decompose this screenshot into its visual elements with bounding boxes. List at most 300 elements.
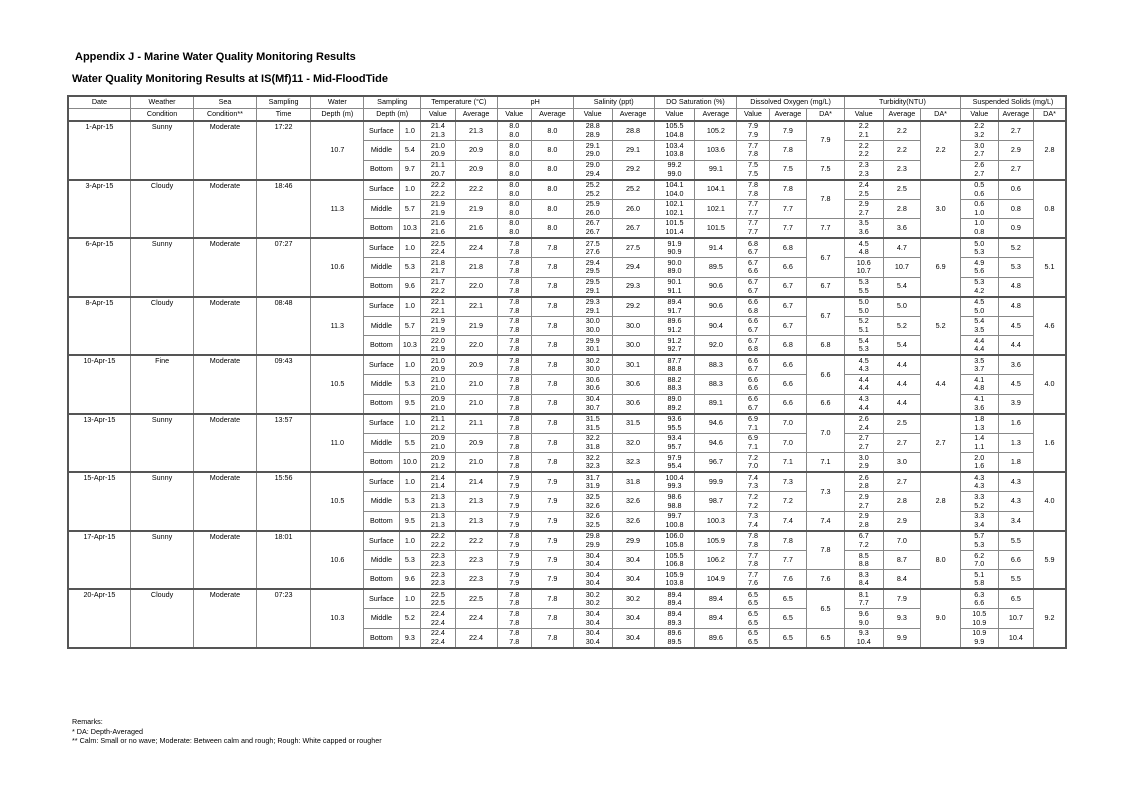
salinity-value-reading: 29.1 (585, 140, 600, 150)
ss-value-reading: 3.0 (974, 140, 985, 150)
turbidity-da-cell: 4.4 (921, 355, 961, 414)
col-sampling-depth: Sampling (364, 96, 421, 109)
col-value: Value (497, 109, 531, 122)
ph-value-reading: 7.9 (509, 519, 520, 529)
do-saturation-average: 105.9 (695, 531, 737, 551)
do-value-reading: 6.8 (747, 238, 758, 248)
do-saturation-value (654, 511, 695, 531)
turbidity-value-reading: 8.1 (858, 589, 869, 599)
ss-value-reading: 0.5 (974, 179, 985, 189)
ph-value-reading: 7.9 (509, 578, 520, 588)
salinity-value (573, 199, 612, 219)
ss-average: 4.3 (998, 472, 1033, 492)
do-saturation-value (654, 121, 695, 141)
salinity-value-reading: 30.0 (585, 316, 600, 326)
salinity-value (573, 141, 612, 161)
temperature-average: 20.9 (455, 160, 497, 180)
turbidity-average: 8.7 (883, 550, 921, 570)
turbidity-average: 5.0 (883, 297, 921, 317)
do-saturation-value-reading: 93.4 (667, 433, 682, 443)
ss-value (960, 511, 998, 531)
turbidity-average: 2.2 (883, 141, 921, 161)
turbidity-average: 10.7 (883, 258, 921, 278)
do-saturation-average: 96.7 (695, 453, 737, 473)
ss-value (960, 355, 998, 375)
remarks (72, 717, 382, 746)
ph-average: 7.9 (531, 472, 573, 492)
ph-value-reading: 7.8 (509, 422, 520, 432)
do-da-bottom-cell: 7.4 (807, 511, 845, 531)
do-saturation-value (654, 492, 695, 512)
ss-value (960, 180, 998, 200)
do-saturation-value-reading: 91.2 (667, 324, 682, 334)
turbidity-value (844, 199, 883, 219)
do-saturation-value-reading: 89.2 (667, 402, 682, 412)
ph-average: 8.0 (531, 160, 573, 180)
ss-average: 5.2 (998, 238, 1033, 258)
sampling-depth-cell: 5.4 (399, 141, 421, 161)
temperature-value (421, 394, 455, 414)
temperature-value-reading: 21.9 (430, 324, 445, 334)
salinity-value-reading: 30.4 (585, 559, 600, 569)
ph-value-reading: 7.8 (509, 324, 520, 334)
do-value (737, 121, 769, 141)
ss-value-reading: 1.8 (974, 414, 985, 424)
do-da-cell: 7.8 (807, 531, 845, 570)
ss-value-reading: 5.0 (974, 305, 985, 315)
col-dissolved-oxygen: Dissolved Oxygen (mg/L) (737, 96, 845, 109)
turbidity-value-reading: 5.5 (858, 285, 869, 295)
ss-value (960, 121, 998, 141)
ss-value-reading: 3.4 (974, 519, 985, 529)
do-value (737, 219, 769, 239)
col-suspended-solids: Suspended Solids (mg/L) (960, 96, 1066, 109)
do-saturation-average: 98.7 (695, 492, 737, 512)
salinity-value-reading: 30.0 (585, 364, 600, 374)
do-value-reading: 7.8 (747, 559, 758, 569)
salinity-value-reading: 29.9 (585, 335, 600, 345)
do-saturation-average: 102.1 (695, 199, 737, 219)
do-value-reading: 6.6 (747, 297, 758, 307)
do-average: 7.7 (769, 219, 807, 239)
ss-average: 0.9 (998, 219, 1033, 239)
salinity-average: 32.0 (612, 433, 654, 453)
ss-value-reading: 6.3 (974, 589, 985, 599)
do-value-reading: 6.9 (747, 433, 758, 443)
ph-value (497, 336, 531, 356)
temperature-value-reading: 20.9 (430, 433, 445, 443)
ph-value-reading: 7.8 (509, 247, 520, 257)
do-average: 6.8 (769, 238, 807, 258)
temperature-value-reading: 22.2 (430, 539, 445, 549)
salinity-value (573, 258, 612, 278)
do-value-reading: 6.7 (747, 277, 758, 287)
turbidity-value (844, 336, 883, 356)
temperature-value-reading: 21.1 (430, 414, 445, 424)
temperature-value-reading: 21.3 (430, 500, 445, 510)
do-saturation-value (654, 258, 695, 278)
ss-value-reading: 3.7 (974, 364, 985, 374)
ss-average: 1.8 (998, 453, 1033, 473)
turbidity-value-reading: 2.9 (858, 491, 869, 501)
salinity-value (573, 609, 612, 629)
col-weather-condition: Condition (130, 109, 193, 122)
do-value-reading: 6.6 (747, 355, 758, 365)
turbidity-da-cell: 9.0 (921, 589, 961, 648)
temperature-value-reading: 21.2 (430, 422, 445, 432)
salinity-value (573, 316, 612, 336)
sampling-depth-cell: 5.3 (399, 492, 421, 512)
date-cell: 1-Apr-15 (68, 121, 130, 180)
do-value-reading: 7.5 (747, 168, 758, 178)
ph-average: 7.8 (531, 375, 573, 395)
do-value (737, 375, 769, 395)
temperature-value (421, 336, 455, 356)
salinity-value-reading: 27.5 (585, 238, 600, 248)
salinity-value (573, 219, 612, 239)
temperature-value-reading: 21.4 (430, 481, 445, 491)
do-value-reading: 6.7 (747, 257, 758, 267)
weather-cell: Cloudy (130, 297, 193, 356)
do-average: 7.0 (769, 414, 807, 434)
do-value (737, 570, 769, 590)
ph-value (497, 238, 531, 258)
ss-value-reading: 4.8 (974, 383, 985, 393)
ph-value (497, 589, 531, 609)
turbidity-value-reading: 8.5 (858, 550, 869, 560)
temperature-value-reading: 21.0 (430, 383, 445, 393)
ph-value-reading: 7.8 (509, 531, 520, 541)
turbidity-value-reading: 2.9 (858, 461, 869, 471)
ph-average: 7.8 (531, 414, 573, 434)
ss-da-cell: 2.8 (1034, 121, 1066, 180)
do-saturation-average: 99.9 (695, 472, 737, 492)
ss-average: 2.9 (998, 141, 1033, 161)
ss-average: 1.6 (998, 414, 1033, 434)
ss-value-reading: 2.7 (974, 149, 985, 159)
salinity-average: 32.3 (612, 453, 654, 473)
col-value: Value (737, 109, 769, 122)
salinity-average: 28.8 (612, 121, 654, 141)
ss-value (960, 433, 998, 453)
salinity-value (573, 375, 612, 395)
ss-value-reading: 5.0 (974, 238, 985, 248)
level-cell: Bottom (364, 394, 399, 414)
do-saturation-average: 101.5 (695, 219, 737, 239)
do-average: 7.9 (769, 121, 807, 141)
salinity-value-reading: 30.2 (585, 589, 600, 599)
ss-value-reading: 10.9 (972, 617, 987, 627)
temperature-value-reading: 22.4 (430, 628, 445, 638)
ss-value (960, 414, 998, 434)
ss-value-reading: 3.6 (974, 402, 985, 412)
turbidity-value-reading: 4.3 (858, 394, 869, 404)
salinity-average: 29.2 (612, 297, 654, 317)
temperature-value-reading: 21.3 (430, 519, 445, 529)
do-value-reading: 7.7 (747, 550, 758, 560)
temperature-value (421, 570, 455, 590)
ss-value (960, 531, 998, 551)
do-saturation-value (654, 336, 695, 356)
salinity-average: 26.7 (612, 219, 654, 239)
water-depth-cell: 10.7 (311, 121, 364, 180)
ss-value-reading: 4.4 (974, 344, 985, 354)
salinity-value-reading: 29.9 (585, 539, 600, 549)
ss-value-reading: 5.8 (974, 578, 985, 588)
turbidity-value (844, 570, 883, 590)
sea-condition-cell: Moderate (194, 121, 256, 180)
do-saturation-value-reading: 89.0 (667, 266, 682, 276)
time-cell: 07:27 (256, 238, 311, 297)
ss-value-reading: 5.7 (974, 531, 985, 541)
time-cell: 15:56 (256, 472, 311, 531)
sampling-depth-cell: 5.5 (399, 433, 421, 453)
col-average: Average (883, 109, 921, 122)
ph-value-reading: 7.8 (509, 305, 520, 315)
ss-da-cell: 5.9 (1034, 531, 1066, 590)
ph-value (497, 453, 531, 473)
sampling-depth-cell: 5.2 (399, 609, 421, 629)
temperature-value (421, 433, 455, 453)
salinity-average: 30.6 (612, 375, 654, 395)
do-saturation-value-reading: 91.9 (667, 238, 682, 248)
do-da-bottom-cell: 7.7 (807, 219, 845, 239)
salinity-value-reading: 30.4 (585, 550, 600, 560)
level-cell: Surface (364, 121, 399, 141)
salinity-value-reading: 30.1 (585, 344, 600, 354)
salinity-value-reading: 30.4 (585, 578, 600, 588)
do-value-reading: 6.6 (747, 266, 758, 276)
temperature-value-reading: 21.6 (430, 227, 445, 237)
turbidity-value-reading: 9.6 (858, 609, 869, 619)
salinity-value-reading: 29.0 (585, 149, 600, 159)
salinity-average: 25.2 (612, 180, 654, 200)
temperature-value-reading: 21.1 (430, 160, 445, 169)
do-saturation-value-reading: 89.0 (667, 394, 682, 404)
ph-average: 7.8 (531, 297, 573, 317)
turbidity-value-reading: 2.5 (858, 188, 869, 198)
do-saturation-value-reading: 98.6 (667, 491, 682, 501)
turbidity-value (844, 219, 883, 239)
ph-value-reading: 7.8 (509, 364, 520, 374)
turbidity-average: 2.7 (883, 472, 921, 492)
level-cell: Bottom (364, 511, 399, 531)
turbidity-value-reading: 5.0 (858, 297, 869, 307)
ph-value-reading: 8.0 (509, 227, 520, 237)
turbidity-value-reading: 2.2 (858, 121, 869, 131)
col-da: DA* (1034, 109, 1066, 122)
level-cell: Middle (364, 375, 399, 395)
do-value (737, 336, 769, 356)
time-cell: 18:46 (256, 180, 311, 239)
ss-average: 4.5 (998, 375, 1033, 395)
do-saturation-value-reading: 105.8 (665, 539, 684, 549)
time-cell: 08:48 (256, 297, 311, 356)
do-value-reading: 7.4 (747, 472, 758, 482)
do-value-reading: 6.7 (747, 285, 758, 295)
turbidity-value-reading: 5.4 (858, 335, 869, 345)
do-saturation-value-reading: 87.7 (667, 355, 682, 365)
level-cell: Bottom (364, 219, 399, 239)
salinity-average: 31.8 (612, 472, 654, 492)
salinity-value-reading: 30.2 (585, 598, 600, 608)
turbidity-value-reading: 2.1 (858, 130, 869, 139)
temperature-value-reading: 21.4 (430, 121, 445, 131)
ss-value-reading: 9.9 (974, 636, 985, 646)
do-saturation-value (654, 238, 695, 258)
table-row (68, 238, 1066, 258)
ph-value (497, 355, 531, 375)
ph-value (497, 219, 531, 239)
temperature-average: 22.4 (455, 628, 497, 648)
do-average: 6.6 (769, 375, 807, 395)
do-saturation-value-reading: 89.4 (667, 598, 682, 608)
ss-value-reading: 2.2 (974, 121, 985, 131)
do-saturation-value-reading: 105.5 (665, 550, 684, 560)
ss-value-reading: 5.3 (974, 277, 985, 287)
turbidity-value-reading: 2.4 (858, 179, 869, 189)
do-saturation-value (654, 550, 695, 570)
ss-value-reading: 10.5 (972, 609, 987, 619)
do-value-reading: 7.7 (747, 207, 758, 217)
turbidity-average: 7.9 (883, 589, 921, 609)
col-average: Average (769, 109, 807, 122)
do-saturation-value-reading: 104.0 (665, 188, 684, 198)
ss-average: 3.9 (998, 394, 1033, 414)
weather-cell: Cloudy (130, 589, 193, 648)
ph-average: 7.9 (531, 531, 573, 551)
col-depth: Depth (m) (311, 109, 364, 122)
ph-value (497, 375, 531, 395)
level-cell: Middle (364, 258, 399, 278)
temperature-value-reading: 20.9 (430, 452, 445, 462)
ph-value (497, 628, 531, 648)
do-value-reading: 7.7 (747, 199, 758, 209)
salinity-value-reading: 29.4 (585, 168, 600, 178)
ph-value (497, 511, 531, 531)
do-value (737, 550, 769, 570)
ph-value (497, 121, 531, 141)
ph-value-reading: 7.8 (509, 414, 520, 424)
do-value-reading: 6.7 (747, 402, 758, 412)
do-value (737, 511, 769, 531)
turbidity-value-reading: 9.3 (858, 628, 869, 638)
do-value (737, 258, 769, 278)
do-average: 7.1 (769, 453, 807, 473)
sampling-depth-cell: 1.0 (399, 472, 421, 492)
salinity-value-reading: 25.2 (585, 188, 600, 198)
turbidity-value (844, 531, 883, 551)
temperature-value-reading: 21.8 (430, 257, 445, 267)
sampling-depth-cell: 5.3 (399, 258, 421, 278)
turbidity-value-reading: 2.7 (858, 207, 869, 217)
salinity-value-reading: 25.2 (585, 179, 600, 189)
salinity-value-reading: 26.7 (585, 218, 600, 228)
turbidity-average: 5.4 (883, 277, 921, 297)
do-saturation-value (654, 355, 695, 375)
turbidity-average: 4.4 (883, 375, 921, 395)
ss-value (960, 297, 998, 317)
table-row (68, 121, 1066, 141)
do-saturation-value-reading: 99.2 (667, 160, 682, 169)
table-row (68, 414, 1066, 434)
ss-value (960, 492, 998, 512)
do-da-cell: 6.7 (807, 297, 845, 336)
sampling-depth-cell: 10.3 (399, 219, 421, 239)
temperature-value-reading: 22.4 (430, 247, 445, 257)
sampling-depth-cell: 10.3 (399, 336, 421, 356)
do-value-reading: 7.7 (747, 218, 758, 228)
do-da-bottom-cell: 7.1 (807, 453, 845, 473)
water-quality-table (67, 95, 1067, 649)
ph-average: 7.8 (531, 238, 573, 258)
turbidity-value (844, 141, 883, 161)
ph-value (497, 550, 531, 570)
do-value (737, 531, 769, 551)
salinity-value (573, 628, 612, 648)
ss-value-reading: 1.1 (974, 442, 985, 451)
do-value (737, 199, 769, 219)
do-value-reading: 6.8 (747, 344, 758, 354)
ss-value-reading: 4.5 (974, 297, 985, 307)
ph-average: 8.0 (531, 121, 573, 141)
do-saturation-value-reading: 89.5 (667, 636, 682, 646)
do-saturation-value (654, 589, 695, 609)
do-saturation-value (654, 433, 695, 453)
do-da-cell: 7.3 (807, 472, 845, 511)
ss-da-cell: 4.6 (1034, 297, 1066, 356)
sampling-depth-cell: 5.3 (399, 550, 421, 570)
do-value-reading: 7.7 (747, 140, 758, 150)
temperature-value-reading: 20.9 (430, 149, 445, 159)
salinity-value (573, 570, 612, 590)
ph-value-reading: 8.0 (509, 160, 520, 169)
temperature-value (421, 199, 455, 219)
temperature-average: 21.3 (455, 121, 497, 141)
temperature-average: 21.3 (455, 492, 497, 512)
ss-value-reading: 4.1 (974, 394, 985, 404)
temperature-value-reading: 21.0 (430, 374, 445, 384)
do-average: 6.5 (769, 628, 807, 648)
turbidity-average: 7.0 (883, 531, 921, 551)
do-saturation-value-reading: 102.1 (665, 207, 684, 217)
sampling-depth-cell: 9.3 (399, 628, 421, 648)
date-cell: 20-Apr-15 (68, 589, 130, 648)
do-saturation-average: 100.3 (695, 511, 737, 531)
do-saturation-average: 89.4 (695, 609, 737, 629)
temperature-value-reading: 22.4 (430, 609, 445, 619)
do-saturation-average: 90.6 (695, 277, 737, 297)
water-depth-cell: 10.3 (311, 589, 364, 648)
ph-value-reading: 7.8 (509, 461, 520, 471)
temperature-value-reading: 22.2 (430, 285, 445, 295)
ss-value-reading: 5.3 (974, 539, 985, 549)
level-cell: Bottom (364, 160, 399, 180)
salinity-value-reading: 26.7 (585, 227, 600, 237)
salinity-value (573, 453, 612, 473)
salinity-value-reading: 26.0 (585, 207, 600, 217)
turbidity-average: 2.5 (883, 414, 921, 434)
salinity-value-reading: 29.1 (585, 305, 600, 315)
temperature-average: 20.9 (455, 433, 497, 453)
temperature-value (421, 511, 455, 531)
sea-condition-cell: Moderate (194, 355, 256, 414)
temperature-value (421, 121, 455, 141)
ph-value-reading: 7.8 (509, 598, 520, 608)
sampling-depth-cell: 10.0 (399, 453, 421, 473)
do-saturation-value (654, 453, 695, 473)
col-value: Value (654, 109, 695, 122)
